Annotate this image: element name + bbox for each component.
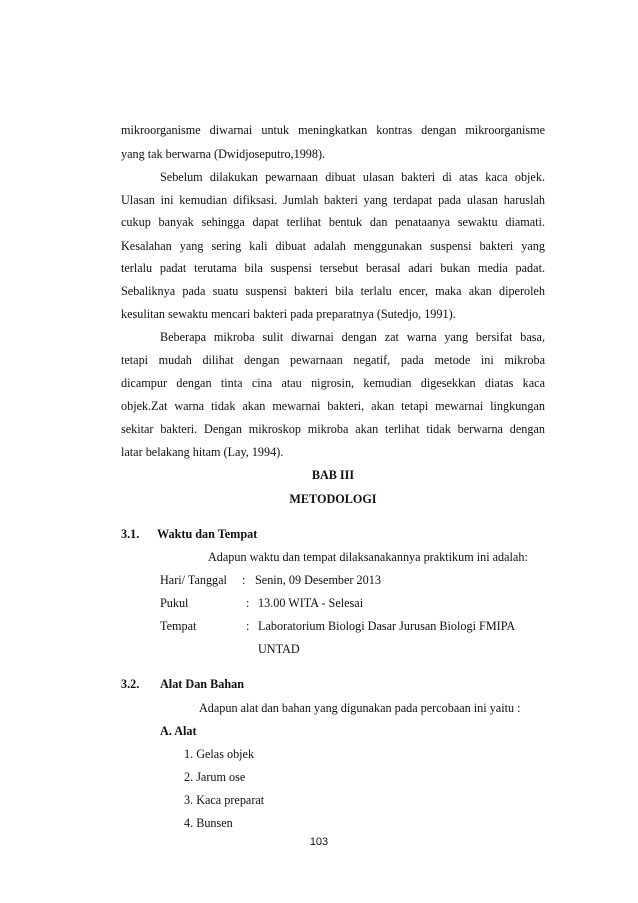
info-value-continuation: UNTAD (258, 642, 300, 656)
info-separator: : (246, 596, 250, 610)
info-separator: : (246, 619, 250, 633)
text-line: dicampur dengan tinta cina atau nigrosin, kemudian digesekkan diatas kaca (121, 376, 545, 390)
text-line: mikroorganisme diwarnai untuk meningkatkan kontras dengan mikroorganisme (121, 123, 545, 137)
chapter-number: BAB III (311, 468, 355, 482)
section-number: 3.1. (121, 527, 140, 541)
section-intro: Adapun alat dan bahan yang digunakan pada percobaan ini yaitu : (199, 701, 521, 715)
subheading: A. Alat (160, 724, 197, 738)
page-number: 103 (309, 836, 329, 848)
section-title: Alat Dan Bahan (160, 677, 244, 691)
text-line: sekitar bakteri. Dengan mikroskop mikroba akan terlihat tidak berwarna dengan (121, 422, 545, 436)
section-title: Waktu dan Tempat (157, 527, 258, 541)
list-item: 1. Gelas objek (184, 747, 255, 761)
text-line: Sebaliknya pada suatu suspensi bakteri bila terlalu encer, maka akan diperoleh (121, 284, 545, 298)
info-value: Laboratorium Biologi Dasar Jurusan Biologi FMIPA (258, 619, 516, 633)
list-item: 4. Bunsen (184, 816, 233, 830)
text-line: kesulitan sewaktu mencari bakteri pada preparatnya (Sutedjo, 1991). (121, 307, 456, 321)
text-line: Kesalahan yang sering kali dibuat adalah menggunakan suspensi bakteri yang (121, 239, 545, 253)
info-label: Hari/ Tanggal (160, 573, 227, 587)
info-separator: : (242, 573, 246, 587)
info-label: Tempat (160, 619, 197, 633)
list-item: 2. Jarum ose (184, 770, 246, 784)
section-intro: Adapun waktu dan tempat dilaksanakannya praktikum ini adalah: (208, 550, 528, 564)
info-value: Senin, 09 Desember 2013 (255, 573, 381, 587)
text-line: Ulasan ini kemudian difiksasi. Jumlah bakteri yang terdapat pada ulasan haruslah (121, 193, 545, 207)
info-value: 13.00 WITA - Selesai (258, 596, 364, 610)
text-line: objek.Zat warna tidak akan mewarnai bakteri, akan tetapi mewarnai lingkungan (121, 399, 545, 413)
text-line: terlalu padat terutama bila suspensi tersebut berasal adari bukan media padat. (121, 261, 545, 275)
text-line: Beberapa mikroba sulit diwarnai dengan zat warna yang bersifat basa, (160, 330, 545, 344)
text-line: yang tak berwarna (Dwidjoseputro,1998). (121, 147, 326, 161)
text-line: tetapi mudah dilihat dengan pewarnaan negatif, pada metode ini mikroba (121, 353, 545, 367)
list-item: 3. Kaca preparat (184, 793, 265, 807)
section-number: 3.2. (121, 677, 140, 691)
info-label: Pukul (160, 596, 189, 610)
text-line: Sebelum dilakukan pewarnaan dibuat ulasan bakteri di atas kaca objek. (160, 170, 545, 184)
text-line: cukup banyak sehingga dapat terlihat bentuk dan penataanya sewaktu diamati. (121, 215, 545, 229)
text-line: latar belakang hitam (Lay, 1994). (121, 445, 284, 459)
chapter-title: METODOLOGI (289, 492, 377, 506)
